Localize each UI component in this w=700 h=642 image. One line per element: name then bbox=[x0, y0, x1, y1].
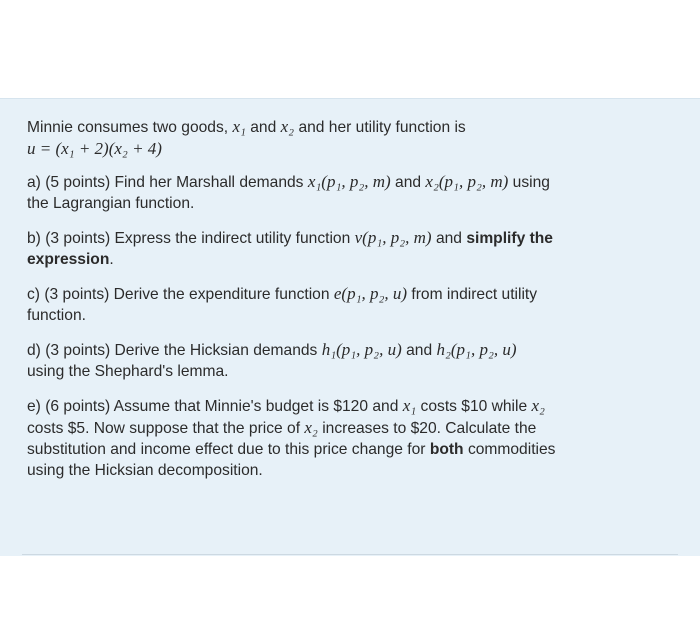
divider bbox=[22, 554, 678, 555]
part-b-bold: simplify the bbox=[466, 230, 553, 247]
part-e-text-5: substitution and income effect due to this price change for bbox=[27, 441, 426, 458]
hicksian-demand-h2: h₂(p₁, p₂, u) bbox=[436, 340, 517, 359]
part-d-text: d) (3 points) Derive the Hicksian demands bbox=[27, 342, 318, 359]
part-e-text-4: increases to $20. Calculate the bbox=[322, 420, 537, 437]
part-c-text-2: from indirect utility bbox=[411, 286, 538, 303]
part-a-and: and bbox=[395, 174, 422, 191]
part-c-text-3: function. bbox=[27, 307, 86, 324]
intro-and: and bbox=[250, 119, 277, 136]
part-c bbox=[27, 283, 677, 326]
intro-text: Minnie consumes two goods, bbox=[27, 119, 229, 136]
intro-paragraph bbox=[27, 116, 677, 160]
part-b-period: . bbox=[109, 251, 114, 268]
part-b-and: and bbox=[435, 230, 462, 247]
math-x2: x₂ bbox=[304, 418, 318, 437]
part-e-text-3: costs $5. Now suppose that the price of bbox=[27, 420, 301, 437]
part-a-using: using bbox=[512, 174, 550, 191]
math-x2: x₂ bbox=[531, 396, 545, 415]
part-b-text: b) (3 points) Express the indirect utility function bbox=[27, 230, 351, 247]
math-x1: x₁ bbox=[402, 396, 417, 415]
part-d bbox=[27, 339, 677, 382]
part-e-text-7: using the Hicksian decomposition. bbox=[27, 462, 263, 479]
utility-function: u = (x₁ + 2)(x₂ + 4) bbox=[27, 139, 162, 158]
part-e-text-6: commodities bbox=[467, 441, 556, 458]
part-b-bold-2: expression bbox=[27, 251, 110, 268]
part-b bbox=[27, 227, 677, 270]
part-e-text: e) (6 points) Assume that Minnie's budget is $120 and bbox=[27, 398, 399, 415]
marshall-demand-x1: x₁(p₁, p₂, m) bbox=[307, 172, 391, 191]
math-x2: x₂ bbox=[280, 117, 295, 136]
part-e-text-2: costs $10 while bbox=[420, 398, 528, 415]
part-e bbox=[27, 395, 677, 481]
marshall-demand-x2: x₂(p₁, p₂, m) bbox=[425, 172, 509, 191]
indirect-utility: v(p₁, p₂, m) bbox=[354, 228, 432, 247]
part-d-text-2: using the Shephard's lemma. bbox=[27, 363, 229, 380]
expenditure-function: e(p₁, p₂, u) bbox=[333, 284, 408, 303]
intro-text-end: and her utility function is bbox=[298, 119, 466, 136]
math-x1: x₁ bbox=[232, 117, 246, 136]
part-e-bold: both bbox=[429, 441, 464, 458]
part-d-and: and bbox=[406, 342, 433, 359]
hicksian-demand-h1: h₁(p₁, p₂, u) bbox=[321, 340, 402, 359]
part-c-text: c) (3 points) Derive the expenditure function bbox=[27, 286, 330, 303]
part-a-text-2: the Lagrangian function. bbox=[27, 195, 195, 212]
question-text bbox=[27, 116, 677, 481]
part-a-text: a) (5 points) Find her Marshall demands bbox=[27, 174, 304, 191]
part-a bbox=[27, 171, 677, 214]
